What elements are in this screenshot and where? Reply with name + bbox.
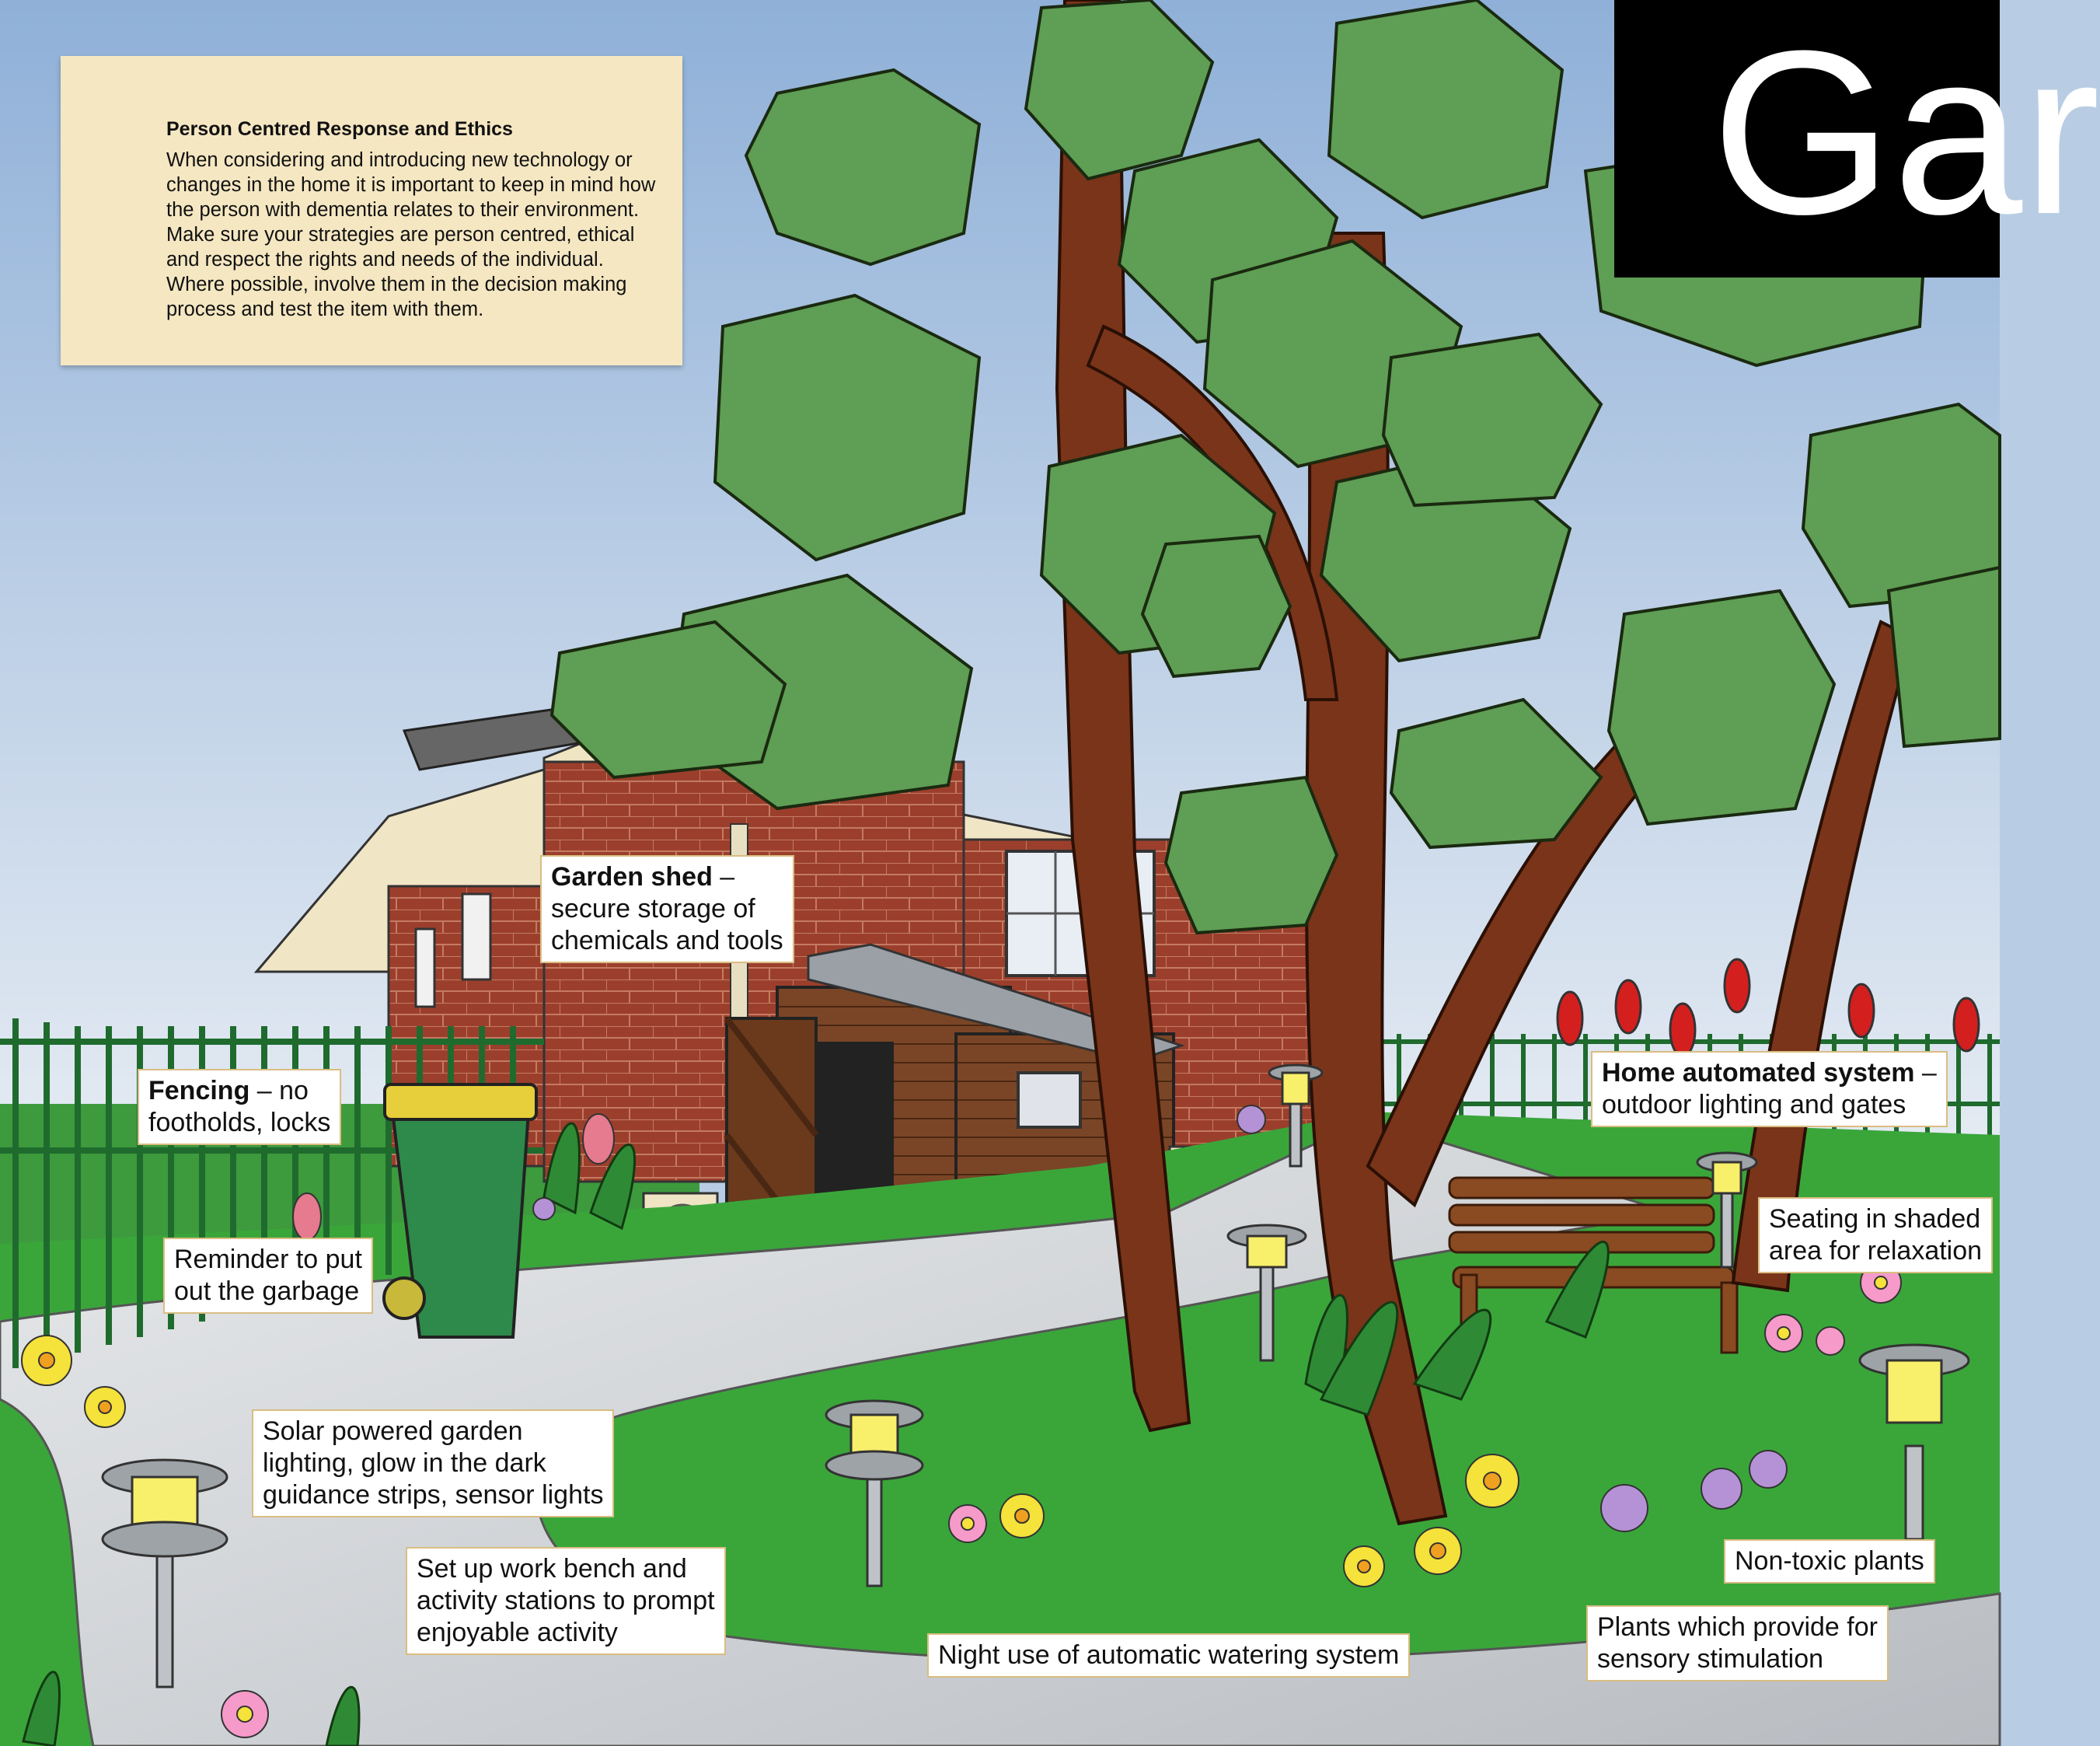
label-non-toxic: [1724, 1539, 1935, 1584]
label-garbage-line1: Reminder to put: [174, 1245, 362, 1274]
label-non-toxic-text: Non-toxic plants: [1735, 1546, 1924, 1576]
label-bench-line1: Set up work bench and: [417, 1554, 687, 1584]
ethics-note-card: [61, 56, 682, 365]
label-bench-line3: enjoyable activity: [417, 1618, 618, 1647]
note-body: When considering and introducing new technology or changes in the home it is important to keep in mind how the person with dementia relates to their environment. Make sure your strategies are person centred, ethical and respect the rights and needs of the individual. Where possible, involve them in the decision making process and test the item with them.: [166, 149, 656, 320]
label-bench-line2: activity stations to prompt: [417, 1586, 715, 1615]
label-home-automation-dash: –: [1914, 1058, 1937, 1088]
label-garden-shed-title: Garden shed: [551, 862, 713, 892]
label-sensory-line1: Plants which provide for: [1597, 1612, 1878, 1642]
label-seating-line2: area for relaxation: [1769, 1236, 1983, 1266]
wheelie-bin: [384, 1084, 536, 1337]
label-garden-shed: [540, 855, 794, 963]
note-heading: Person Centred Response and Ethics: [166, 118, 513, 140]
label-sensory: [1586, 1605, 1889, 1681]
label-home-automation-title: Home automated system: [1602, 1058, 1915, 1088]
label-seating: [1758, 1197, 1993, 1273]
label-garbage-line2: out the garbage: [174, 1276, 360, 1306]
label-fencing-rest: – no: [249, 1076, 309, 1105]
label-garbage-reminder: [163, 1238, 373, 1314]
title-banner: [1614, 0, 2100, 278]
label-sensory-line2: sensory stimulation: [1597, 1644, 1824, 1674]
label-solar-line3: guidance strips, sensor lights: [263, 1480, 604, 1510]
label-garden-shed-line2: secure storage of: [551, 894, 755, 924]
page-title: Gar: [1711, 2, 2100, 263]
label-garden-shed-line3: chemicals and tools: [551, 926, 783, 955]
label-solar-line2: lighting, glow in the dark: [263, 1448, 546, 1478]
label-fencing: [138, 1069, 341, 1145]
label-watering-text: Night use of automatic watering system: [938, 1640, 1400, 1670]
label-fencing-title: Fencing: [148, 1076, 250, 1105]
label-watering: [927, 1633, 1410, 1678]
label-garden-shed-dash: –: [712, 862, 735, 892]
label-seating-line1: Seating in shaded: [1769, 1204, 1981, 1234]
label-solar-line1: Solar powered garden: [263, 1416, 523, 1446]
label-work-bench: [406, 1547, 726, 1655]
label-home-automation-line2: outdoor lighting and gates: [1602, 1090, 1906, 1119]
label-fencing-line2: footholds, locks: [148, 1108, 331, 1137]
label-home-automation: [1591, 1051, 1948, 1127]
label-solar-lighting: [252, 1409, 614, 1517]
